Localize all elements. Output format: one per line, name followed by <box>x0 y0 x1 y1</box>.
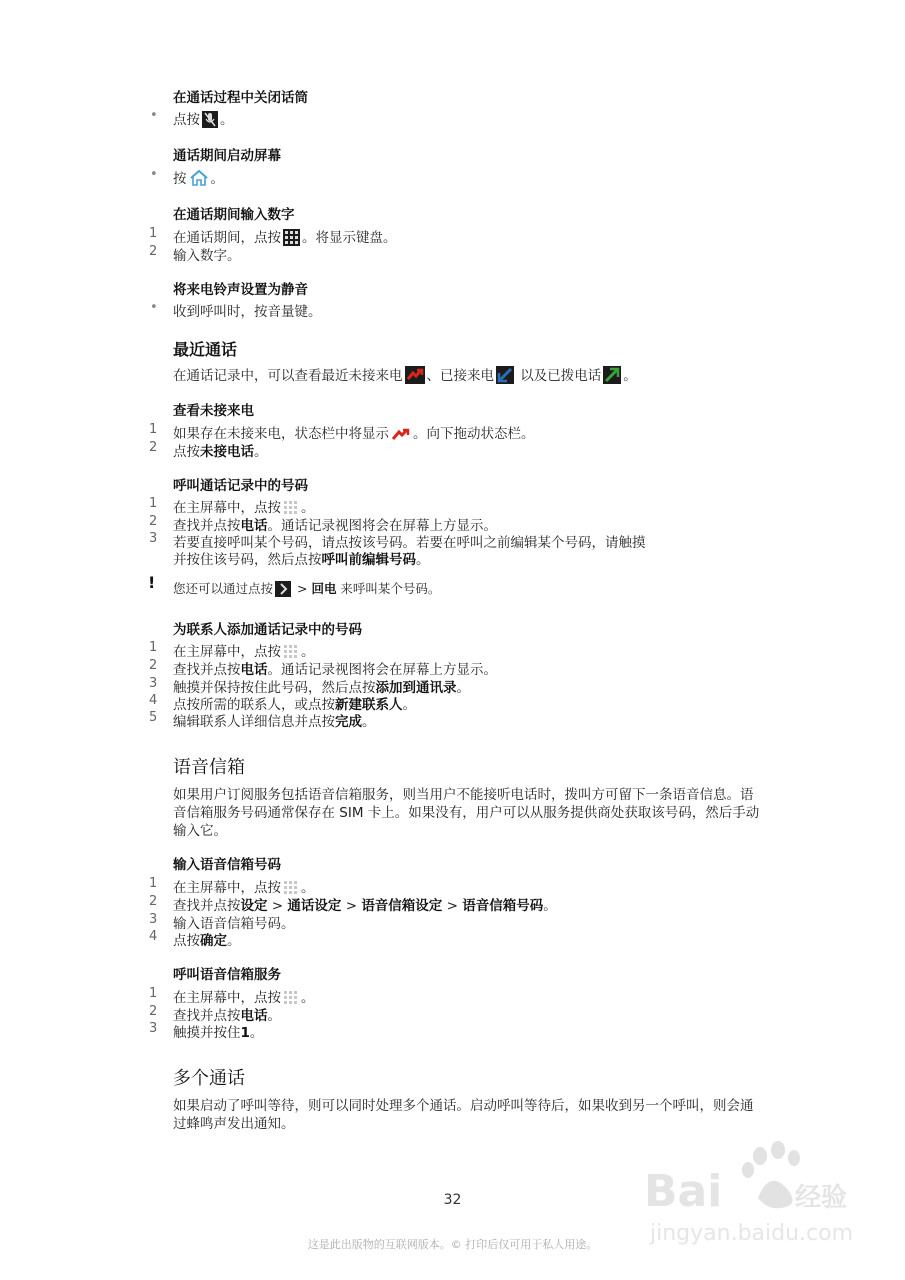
step-1: 在主屏幕中，点按 。 <box>173 990 315 1006</box>
list-item: 点按 。 <box>173 112 234 128</box>
step-number: 3 <box>149 1021 158 1036</box>
heading-view-missed: 查看未接来电 <box>173 403 254 419</box>
step-number: 1 <box>149 640 158 655</box>
step-number: 4 <box>149 929 158 944</box>
heading-add-to-contact: 为联系人添加通话记录中的号码 <box>173 622 362 638</box>
mic-off-icon <box>202 111 218 128</box>
step-1: 在主屏幕中，点按 。 <box>173 880 315 896</box>
step-number: 5 <box>149 710 158 725</box>
bullet: • <box>150 167 158 182</box>
baidu-watermark-logo <box>640 1140 870 1250</box>
step-number: 2 <box>149 244 158 259</box>
step-number: 2 <box>149 514 158 529</box>
step-number: 3 <box>149 531 158 546</box>
voicemail-paragraph: 如果用户订阅服务包括语音信箱服务，则当用户不能接听电话时，拨叫方可留下一条语音信息。语音信箱服务号码通常保存在 SIM 卡上。如果没有，用户可以从服务提供商处获取该号码，然后手动输入它。 <box>173 787 760 839</box>
step-number: 1 <box>149 496 158 511</box>
step-2: 输入数字。 <box>173 248 241 264</box>
step-number: 2 <box>149 658 158 673</box>
tip-icon: ! <box>148 573 156 592</box>
step-number: 2 <box>149 440 158 455</box>
heading-multiple-calls: 多个通话 <box>173 1068 245 1089</box>
step-5: 编辑联系人详细信息并点按完成。 <box>173 714 376 730</box>
step-1: 如果存在未接来电，状态栏中将显示 。向下拖动状态栏。 <box>173 426 535 442</box>
heading-voicemail: 语音信箱 <box>173 757 245 778</box>
app-grid-icon <box>283 990 299 1006</box>
step-number: 2 <box>149 1004 158 1019</box>
step-2: 查找并点按电话。通话记录视图将会在屏幕上方显示。 <box>173 662 497 678</box>
step-4: 点按确定。 <box>173 933 241 949</box>
chevron-right-icon <box>275 581 291 597</box>
step-3: 若要直接呼叫某个号码，请点按该号码。若要在呼叫之前编辑某个号码，请触摸 <box>173 535 646 551</box>
step-1: 在通话期间，点按 。将显示键盘。 <box>173 230 397 246</box>
home-icon <box>189 169 209 187</box>
step-number: 3 <box>149 912 158 927</box>
step-1: 在主屏幕中，点按 。 <box>173 644 315 660</box>
bullet: • <box>150 300 158 315</box>
step-number: 2 <box>149 894 158 909</box>
heading-call-voicemail: 呼叫语音信箱服务 <box>173 967 281 983</box>
step-number: 1 <box>149 876 158 891</box>
step-2: 点按未接电话。 <box>173 444 268 460</box>
step-3: 输入语音信箱号码。 <box>173 916 295 932</box>
heading-silence-ringtone: 将来电铃声设置为静音 <box>173 282 308 298</box>
tip-note: 您还可以通过点按 > 回电 来呼叫某个号码。 <box>173 581 441 596</box>
step-4: 点按所需的联系人，或点按新建联系人。 <box>173 697 416 713</box>
step-3: 触摸并按住1。 <box>173 1025 264 1041</box>
heading-recent-calls: 最近通话 <box>173 340 238 359</box>
bullet: • <box>150 108 158 123</box>
heading-call-from-log: 呼叫通话记录中的号码 <box>173 478 308 494</box>
step-number: 4 <box>149 693 158 708</box>
multiple-calls-paragraph: 如果启动了呼叫等待，则可以同时处理多个通话。启动呼叫等待后，如果收到另一个呼叫，则会通过蜂鸣声发出通知。 <box>173 1098 754 1132</box>
heading-mute-mic: 在通话过程中关闭话筒 <box>173 90 308 106</box>
svg-text:Bai: Bai <box>644 1166 723 1217</box>
recent-calls-paragraph: 在通话记录中，可以查看最近未接来电 、已接来电 以及已拨电话 。 <box>173 368 637 384</box>
heading-enter-digits: 在通话期间输入数字 <box>173 207 295 223</box>
step-number: 1 <box>149 986 158 1001</box>
step-3: 触摸并保持按住此号码，然后点按添加到通讯录。 <box>173 680 470 696</box>
step-3-continued: 并按住该号码，然后点按呼叫前编辑号码。 <box>173 552 430 568</box>
page-number: 32 <box>443 1192 462 1208</box>
step-2: 查找并点按电话。通话记录视图将会在屏幕上方显示。 <box>173 518 497 534</box>
received-call-icon <box>496 366 514 384</box>
step-number: 1 <box>149 226 158 241</box>
step-number: 1 <box>149 422 158 437</box>
list-item: 按 。 <box>173 171 224 187</box>
svg-text:jingyan.baidu.com: jingyan.baidu.com <box>650 1221 854 1246</box>
dialed-call-icon <box>603 366 621 384</box>
step-2: 查找并点按设定 > 通话设定 > 语音信箱设定 > 语音信箱号码。 <box>173 898 557 914</box>
list-item: 收到呼叫时，按音量键。 <box>173 304 322 320</box>
footer-notice: 这是此出版物的互联网版本。© 打印后仅可用于私人用途。 <box>307 1238 598 1251</box>
svg-text:经验: 经验 <box>795 1183 848 1213</box>
missed-call-icon <box>405 366 425 384</box>
heading-enter-voicemail-number: 输入语音信箱号码 <box>173 857 281 873</box>
heading-screen-during-call: 通话期间启动屏幕 <box>173 148 281 164</box>
step-2: 查找并点按电话。 <box>173 1008 281 1024</box>
dialpad-icon <box>283 229 300 246</box>
missed-call-status-icon <box>391 426 411 442</box>
step-number: 3 <box>149 676 158 691</box>
step-1: 在主屏幕中，点按 。 <box>173 500 315 516</box>
